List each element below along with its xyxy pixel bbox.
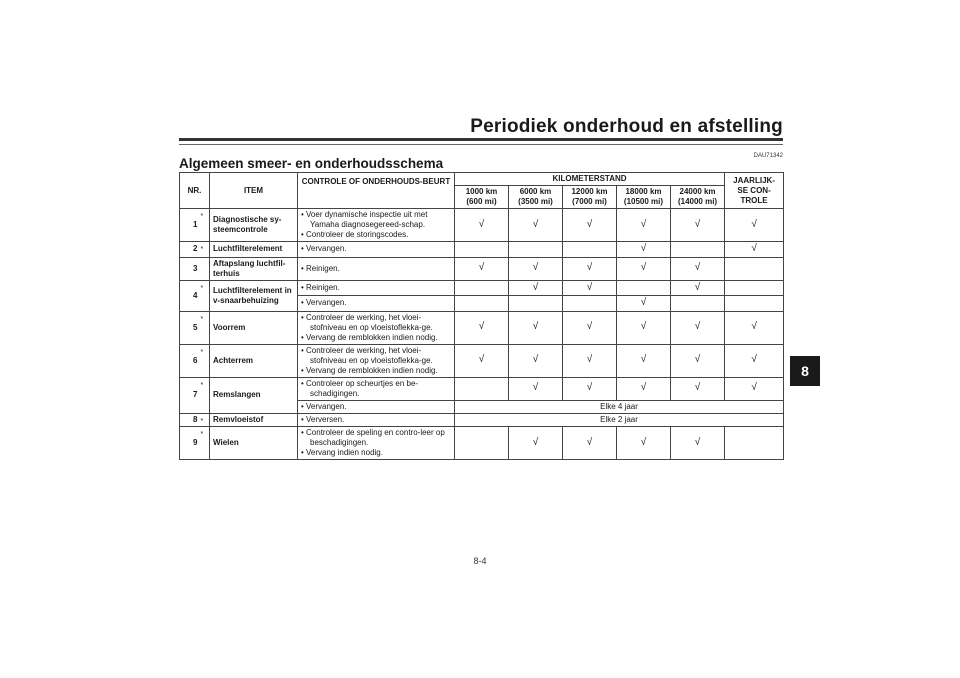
check-cell: √ [509,209,563,242]
check-cell [455,242,509,258]
row-number: 4 [180,280,200,311]
check-cell: √ [563,427,617,460]
action-cell [298,400,455,413]
check-cell: √ [455,311,509,344]
header-km-4: 18000 km (10500 mi) [617,186,671,209]
row-item: Diagnostische sy-steemcontrole [210,209,298,242]
check-cell [455,427,509,460]
check-cell [725,257,784,280]
row-number: 7 [180,377,200,413]
check-cell: √ [725,311,784,344]
action-cell [298,344,455,377]
action-line: • Reinigen. [301,263,340,273]
check-cell: √ [671,280,725,296]
action-cell [298,427,455,460]
header-rule [179,138,783,141]
check-cell: √ [671,257,725,280]
maintenance-schedule-table [179,172,784,460]
header-km-2: 6000 km (3500 mi) [509,186,563,209]
check-cell: √ [617,377,671,400]
check-cell: √ [455,344,509,377]
row-item: Voorrem [210,311,298,344]
header-km-5: 24000 km (14000 mi) [671,186,725,209]
row-number: 9 [180,427,200,460]
row-asterisk: * [200,242,210,258]
check-cell: √ [563,257,617,280]
action-line: • Vervang de remblokken indien nodig. [301,332,438,342]
check-cell [563,242,617,258]
action-line: • Vervangen. [301,298,347,308]
check-cell: √ [725,377,784,400]
check-cell [671,296,725,312]
action-cell [298,296,455,312]
action-line: • Vervangen. [301,401,347,411]
action-line: • Vervangen. [301,244,347,254]
check-cell [455,296,509,312]
row-asterisk: * [200,377,210,413]
check-cell: √ [509,377,563,400]
action-cell [298,257,455,280]
check-cell [455,377,509,400]
check-cell: √ [563,209,617,242]
table-row [180,242,784,258]
check-cell [617,280,671,296]
header-km-3: 12000 km (7000 mi) [563,186,617,209]
row-item: Luchtfilterelement in v-snaarbehuizing [210,280,298,311]
check-cell: √ [509,257,563,280]
check-cell [509,242,563,258]
check-cell: √ [617,344,671,377]
action-line: • Controleer op scheurtjes en be-schadigingen. [301,378,419,398]
check-cell: √ [509,344,563,377]
header-control: CONTROLE OF ONDERHOUDS-BEURT [298,173,455,209]
section-title: Algemeen smeer- en onderhoudsschema [179,156,444,171]
row-number: 5 [180,311,200,344]
table-row [180,311,784,344]
header-item: ITEM [210,173,298,209]
check-cell: √ [617,242,671,258]
action-line: • Controleer de werking, het vloei-stofniveau en op vloeistoflekka-ge. [301,345,433,365]
table-row [180,344,784,377]
check-cell: √ [617,257,671,280]
chapter-tab: 8 [790,356,820,386]
row-asterisk: * [200,413,210,427]
action-cell [298,413,455,427]
interval-text: Elke 2 jaar [455,413,784,427]
check-cell: √ [617,209,671,242]
row-number: 3 [180,257,200,280]
table-row [180,427,784,460]
action-line: • Voer dynamische inspectie uit met Yamaha diagnosegereed-schap. [301,210,428,229]
action-cell [298,311,455,344]
check-cell: √ [455,257,509,280]
row-number: 2 [180,242,200,258]
row-item: Achterrem [210,344,298,377]
action-line: • Verversen. [301,414,345,424]
row-number: 1 [180,209,200,242]
check-cell: √ [509,280,563,296]
action-line: • Controleer de werking, het vloei-stofniveau en op vloeistoflekka-ge. [301,312,433,332]
check-cell: √ [563,344,617,377]
row-item: Remvloeistof [210,413,298,427]
check-cell [725,427,784,460]
action-line: • Reinigen. [301,282,340,292]
page-header-title: Periodiek onderhoud en afstelling [470,116,783,137]
row-asterisk: * [200,280,210,311]
page-number: 8-4 [473,556,487,566]
check-cell: √ [455,209,509,242]
check-cell [563,296,617,312]
check-cell [509,296,563,312]
header-nr: NR. [180,173,210,209]
table-row [180,280,784,296]
check-cell: √ [563,280,617,296]
check-cell: √ [563,377,617,400]
action-line: • Controleer de speling en contro-leer op beschadigingen. [301,428,445,448]
check-cell: √ [725,242,784,258]
check-cell: √ [671,209,725,242]
check-cell: √ [671,344,725,377]
check-cell: √ [509,427,563,460]
row-asterisk: * [200,427,210,460]
check-cell [671,242,725,258]
check-cell: √ [617,296,671,312]
table-row [180,209,784,242]
action-cell [298,280,455,296]
row-asterisk: * [200,209,210,242]
action-line: • Controleer de storingscodes. [301,230,409,239]
action-cell [298,209,455,242]
header-annual: JAARLIJK-SE CON-TROLE [725,173,784,209]
row-number: 8 [180,413,200,427]
header-km-1: 1000 km (600 mi) [455,186,509,209]
check-cell [725,296,784,312]
row-item: Remslangen [210,377,298,413]
action-cell [298,377,455,400]
row-asterisk [200,257,210,280]
row-number: 6 [180,344,200,377]
check-cell: √ [671,377,725,400]
check-cell: √ [617,311,671,344]
table-row [180,377,784,400]
action-line: • Vervang indien nodig. [301,448,383,458]
header-rule-thin [179,144,783,145]
header-km-group: KILOMETERSTAND [455,173,725,186]
check-cell: √ [563,311,617,344]
table-row [180,257,784,280]
interval-text: Elke 4 jaar [455,400,784,413]
table-body [180,209,784,460]
check-cell: √ [725,209,784,242]
table-header-row [180,173,784,186]
check-cell: √ [671,311,725,344]
action-line: • Vervang de remblokken indien nodig. [301,365,438,375]
check-cell: √ [617,427,671,460]
check-cell: √ [725,344,784,377]
row-item: Luchtfilterelement [210,242,298,258]
table-row [180,413,784,427]
row-asterisk: * [200,311,210,344]
check-cell [455,280,509,296]
check-cell: √ [671,427,725,460]
row-asterisk: * [200,344,210,377]
row-item: Wielen [210,427,298,460]
action-cell [298,242,455,258]
row-item: Aftapslang luchtfil-terhuis [210,257,298,280]
document-code: DAU71342 [753,153,783,159]
check-cell [725,280,784,296]
check-cell: √ [509,311,563,344]
